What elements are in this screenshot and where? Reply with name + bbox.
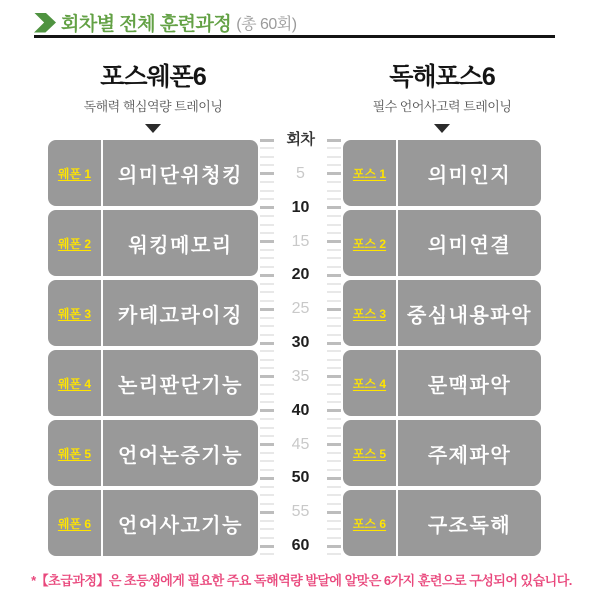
course-row-badge: 웨폰 4 xyxy=(48,350,103,416)
course-row-label: 언어사고기능 xyxy=(118,514,243,537)
ruler-tick xyxy=(260,342,274,345)
ruler-tick xyxy=(327,520,341,522)
ruler-tick xyxy=(260,537,274,539)
ruler-tick xyxy=(327,283,341,285)
chevron-right-icon xyxy=(34,13,56,33)
ruler-tick xyxy=(327,291,341,293)
right-course-column xyxy=(343,140,541,556)
ruler-number: 30 xyxy=(291,334,310,351)
right-course-header xyxy=(343,57,541,133)
ruler-tick xyxy=(327,172,341,175)
course-row xyxy=(343,210,541,276)
ruler-tick xyxy=(327,511,341,514)
ruler-tick xyxy=(260,198,274,200)
ruler-tick xyxy=(260,190,274,192)
course-row xyxy=(48,210,258,276)
ruler-tick xyxy=(327,206,341,209)
ruler-tick xyxy=(260,325,274,327)
course-row-badge: 웨폰 5 xyxy=(48,420,103,486)
ruler-tick xyxy=(260,553,274,555)
ruler-tick xyxy=(260,206,274,209)
ruler-number: 50 xyxy=(291,469,310,487)
ruler-tick xyxy=(260,418,274,420)
ruler-tick xyxy=(260,334,274,336)
page-title: 회차별 전체 훈련과정 xyxy=(61,14,232,35)
ruler-tick xyxy=(327,156,341,158)
ruler-number: 35 xyxy=(291,367,310,385)
ruler-number: 40 xyxy=(291,401,310,419)
ruler-tick xyxy=(260,266,274,268)
course-row xyxy=(48,490,258,556)
ruler-tick xyxy=(260,443,274,446)
session-ruler xyxy=(258,131,343,563)
total-sessions-label: (총 60회) xyxy=(236,16,297,33)
ruler-tick xyxy=(327,486,341,488)
course-row-badge: 포스 4 xyxy=(343,350,398,416)
ruler-tick xyxy=(260,139,274,142)
ruler-number: 10 xyxy=(291,198,310,216)
ruler-tick xyxy=(327,198,341,200)
course-row xyxy=(343,140,541,206)
ruler-tick xyxy=(327,460,341,462)
course-row-badge: 포스 5 xyxy=(343,420,398,486)
course-row-label: 의미인지 xyxy=(427,164,512,187)
ruler-tick xyxy=(260,181,274,183)
ruler-tick xyxy=(260,384,274,386)
ruler-tick xyxy=(260,401,274,403)
ruler-tick xyxy=(260,156,274,158)
course-row-badge: 웨폰 1 xyxy=(48,140,103,206)
ruler-tick xyxy=(327,308,341,311)
ruler-tick xyxy=(327,300,341,302)
ruler-tick xyxy=(260,283,274,285)
ruler-tick xyxy=(260,452,274,454)
ruler-tick xyxy=(260,427,274,429)
ruler-tick xyxy=(327,409,341,412)
course-row-badge: 웨폰 6 xyxy=(48,490,103,556)
ruler-tick xyxy=(327,469,341,471)
course-row xyxy=(343,490,541,556)
course-row-badge: 포스 1 xyxy=(343,140,398,206)
ruler-tick xyxy=(260,486,274,488)
ruler-tick xyxy=(260,350,274,352)
course-row-label: 언어논증기능 xyxy=(118,444,243,467)
page-header xyxy=(34,9,297,36)
course-row-label: 워킹메모리 xyxy=(128,234,233,257)
ruler-tick xyxy=(260,257,274,259)
ruler-tick xyxy=(327,317,341,319)
ruler-title: 회차 xyxy=(286,131,315,148)
ruler-tick xyxy=(260,317,274,319)
course-row-badge: 포스 6 xyxy=(343,490,398,556)
course-row-label: 카테고라이징 xyxy=(118,304,243,327)
ruler-tick xyxy=(327,553,341,555)
ruler-tick xyxy=(327,181,341,183)
ruler-tick xyxy=(327,232,341,234)
ruler-tick xyxy=(260,147,274,149)
ruler-tick xyxy=(327,375,341,378)
left-course-header xyxy=(48,57,258,133)
ruler-tick xyxy=(260,435,274,437)
header-rule xyxy=(34,35,555,38)
ruler-tick xyxy=(327,528,341,530)
down-arrow-icon xyxy=(145,124,161,133)
down-arrow-icon xyxy=(434,124,450,133)
ruler-tick xyxy=(327,418,341,420)
ruler-tick xyxy=(260,545,274,548)
ruler-tick xyxy=(260,375,274,378)
ruler-tick xyxy=(327,545,341,548)
left-course-subtitle: 독해력 핵심역량 트레이닝 xyxy=(83,99,223,114)
ruler-tick xyxy=(327,190,341,192)
ruler-tick xyxy=(327,384,341,386)
ruler-tick xyxy=(327,342,341,345)
ruler-tick xyxy=(260,232,274,234)
ruler-tick xyxy=(260,503,274,505)
ruler-tick xyxy=(260,164,274,166)
left-course-title: 포스웨폰6 xyxy=(100,63,206,91)
course-row xyxy=(48,420,258,486)
ruler-tick xyxy=(327,257,341,259)
ruler-tick xyxy=(327,164,341,166)
ruler-tick xyxy=(327,359,341,361)
course-row xyxy=(343,420,541,486)
course-row xyxy=(48,280,258,346)
ruler-tick xyxy=(260,477,274,480)
ruler-tick xyxy=(327,503,341,505)
ruler-tick xyxy=(327,494,341,496)
ruler-tick xyxy=(327,139,341,142)
ruler-tick xyxy=(260,520,274,522)
ruler-tick xyxy=(260,249,274,251)
course-row-badge: 포스 2 xyxy=(343,210,398,276)
course-row xyxy=(343,350,541,416)
ruler-tick xyxy=(327,274,341,277)
course-row-badge: 웨폰 2 xyxy=(48,210,103,276)
ruler-number: 20 xyxy=(291,266,310,284)
right-course-title: 독해포스6 xyxy=(389,63,495,91)
ruler-tick xyxy=(260,469,274,471)
ruler-tick xyxy=(260,528,274,530)
left-course-column xyxy=(48,140,258,556)
ruler-number: 60 xyxy=(291,537,310,555)
ruler-number: 45 xyxy=(291,435,310,453)
ruler-tick xyxy=(327,393,341,395)
course-row-label: 의미연결 xyxy=(427,234,512,257)
ruler-tick xyxy=(260,393,274,395)
ruler-tick xyxy=(260,240,274,243)
ruler-number: 15 xyxy=(291,232,310,250)
ruler-tick xyxy=(260,300,274,302)
footnote: *【초급과정】은 초등생에게 필요한 주요 독해역량 발달에 알맞은 6가지 훈련으로 구성되어 있습니다. xyxy=(31,573,572,588)
ruler-tick xyxy=(327,427,341,429)
course-row-label: 중심내용파악 xyxy=(407,304,532,327)
ruler-tick xyxy=(260,460,274,462)
ruler-tick xyxy=(260,511,274,514)
course-row-label: 문맥파악 xyxy=(427,374,512,397)
ruler-tick xyxy=(260,494,274,496)
ruler-tick xyxy=(327,452,341,454)
course-row-badge: 포스 3 xyxy=(343,280,398,346)
ruler-number: 25 xyxy=(291,300,310,318)
ruler-tick xyxy=(327,401,341,403)
course-row-label: 구조독해 xyxy=(427,514,512,537)
course-row-label: 의미단위청킹 xyxy=(118,164,243,187)
course-row xyxy=(343,280,541,346)
ruler-tick xyxy=(260,367,274,369)
course-row-badge: 웨폰 3 xyxy=(48,280,103,346)
ruler-tick xyxy=(260,359,274,361)
ruler-tick xyxy=(327,249,341,251)
course-row-label: 주제파악 xyxy=(427,444,512,467)
course-row xyxy=(48,140,258,206)
ruler-tick xyxy=(327,435,341,437)
ruler-tick xyxy=(327,367,341,369)
ruler-tick xyxy=(260,172,274,175)
ruler-tick xyxy=(327,334,341,336)
ruler-tick xyxy=(327,215,341,217)
ruler-tick xyxy=(260,274,274,277)
ruler-tick xyxy=(260,308,274,311)
ruler-tick xyxy=(327,477,341,480)
ruler-tick xyxy=(327,537,341,539)
ruler-tick xyxy=(327,224,341,226)
ruler-tick xyxy=(260,291,274,293)
ruler-tick xyxy=(327,266,341,268)
ruler-tick xyxy=(327,350,341,352)
right-course-subtitle: 필수 언어사고력 트레이닝 xyxy=(372,99,512,114)
course-row xyxy=(48,350,258,416)
course-row-label: 논리판단기능 xyxy=(118,374,243,397)
ruler-tick xyxy=(260,409,274,412)
ruler-tick xyxy=(327,240,341,243)
ruler-tick xyxy=(327,147,341,149)
ruler-number: 55 xyxy=(291,503,310,521)
ruler-tick xyxy=(327,443,341,446)
ruler-tick xyxy=(327,325,341,327)
ruler-number: 5 xyxy=(296,164,305,182)
ruler-tick xyxy=(260,215,274,217)
ruler-tick xyxy=(260,224,274,226)
